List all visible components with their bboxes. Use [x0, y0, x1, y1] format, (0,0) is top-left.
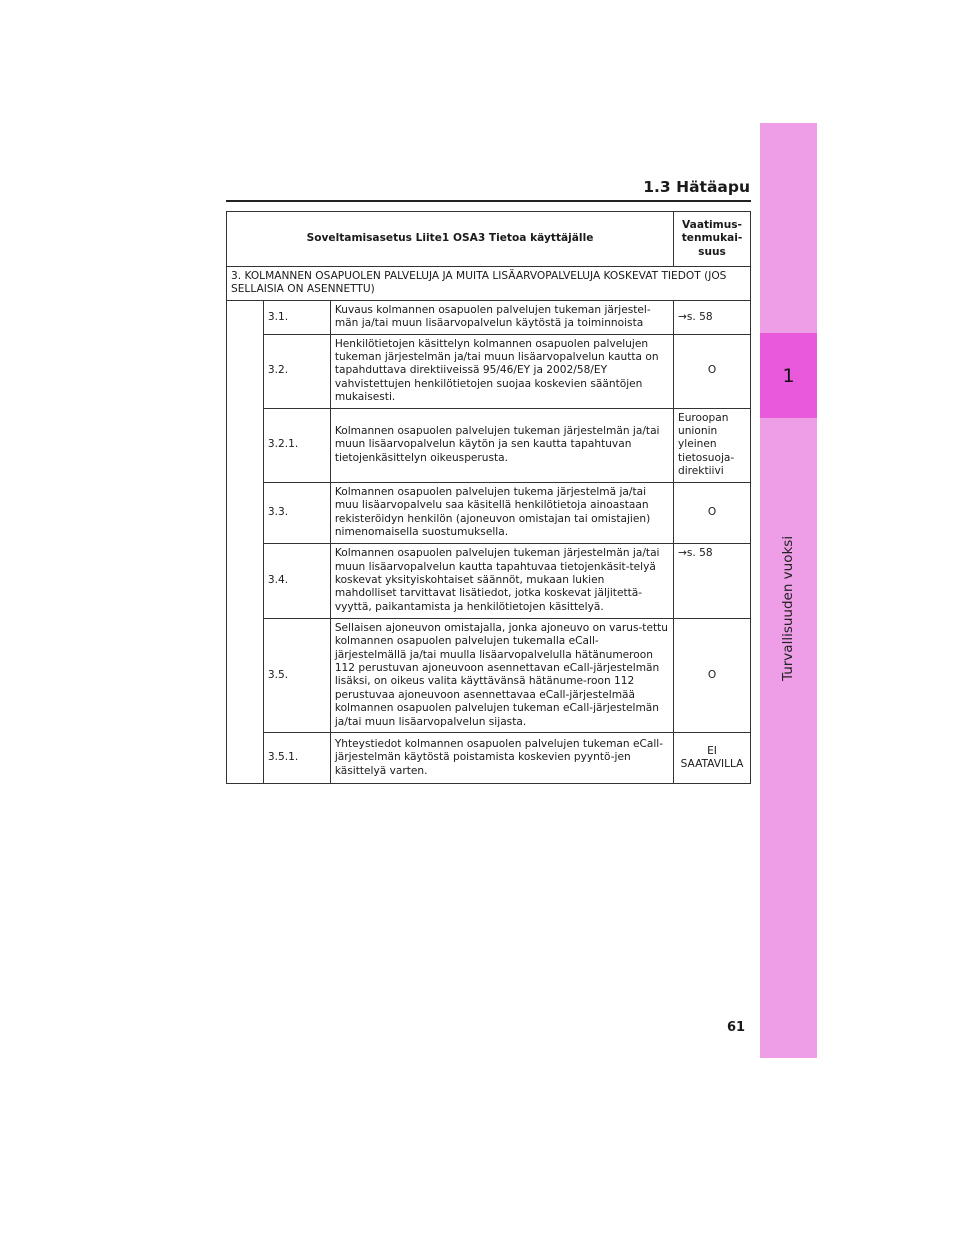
row-number: 3.2.1. — [263, 408, 330, 482]
chapter-side-tab — [760, 123, 817, 1058]
table-row — [227, 334, 751, 408]
row-compliance: EI SAATAVILLA — [674, 732, 751, 783]
row-text: Kolmannen osapuolen palvelujen tukeman järjestelmän ja/tai muun lisäarvopalvelun käytön ja sen kautta tapahtuvan tietojenkäsittelyn oikeusperusta. — [330, 408, 673, 482]
row-number: 3.5. — [263, 618, 330, 732]
row-number: 3.1. — [263, 300, 330, 334]
row-compliance: O — [674, 334, 751, 408]
row-compliance: O — [674, 482, 751, 543]
table-row — [227, 482, 751, 543]
row-text: Kuvaus kolmannen osapuolen palvelujen tukeman järjestel-män ja/tai muun lisäarvopalvelun käytöstä ja toiminnoista — [330, 300, 673, 334]
row-compliance: →s. 58 — [674, 543, 751, 618]
chapter-title: Turvallisuuden vuoksi — [780, 535, 796, 681]
chapter-number: 1 — [782, 364, 795, 387]
header-divider — [226, 200, 751, 202]
row-text: Sellaisen ajoneuvon omistajalla, jonka ajoneuvo on varus-tettu kolmannen osapuolen palvelujen tukemalla eCall-järjestelmällä ja/tai muulla lisäarvopalvelulla hätänumeroon 112 perustuvan ajoneuvoon asennettavan eCall-järjestelmän lisäksi, on oikeus valita käyttävänsä hätänume-roon 112 perustuvaa ajoneuvoon asennettavaa eCall-järjestelmää kolmannen osapuolen palvelujen tukeman eCall-järjestelmän ja/tai muun lisäarvopalvelun sijasta. — [330, 618, 673, 732]
row-number: 3.3. — [263, 482, 330, 543]
page-number: 61 — [727, 1020, 746, 1035]
section-title: 1.3 Hätäapu — [643, 178, 750, 196]
row-number: 3.5.1. — [263, 732, 330, 783]
row-compliance: →s. 58 — [674, 300, 751, 334]
table-section-row — [227, 267, 751, 301]
table-row — [227, 618, 751, 732]
row-number: 3.2. — [263, 334, 330, 408]
row-text: Kolmannen osapuolen palvelujen tukema järjestelmä ja/tai muu lisäarvopalvelu saa käsitellä henkilötietoja ainoastaan rekisteröidyn henkilön (ajoneuvon omistajan tai omistajien) nimenomaisella suostumuksella. — [330, 482, 673, 543]
row-compliance: O — [674, 618, 751, 732]
table-section-heading: 3. KOLMANNEN OSAPUOLEN PALVELUJA JA MUITA LISÄARVOPALVELUJA KOSKEVAT TIEDOT (JOS SELLAISIA ON ASENNETTU) — [227, 267, 751, 301]
table-header-row — [227, 212, 751, 267]
table-row — [227, 300, 751, 334]
chapter-number-box — [760, 333, 817, 418]
row-text: Henkilötietojen käsittelyn kolmannen osapuolen palvelujen tukeman järjestelmän ja/tai muun lisäarvopalvelun kautta on tapahduttava direktiiveissä 95/46/EY ja 2002/58/EY vahvistettujen henkilötietojen suojaa koskevien sääntöjen mukaisesti. — [330, 334, 673, 408]
row-number: 3.4. — [263, 543, 330, 618]
row-compliance: Euroopan unionin yleinen tietosuoja-direktiivi — [674, 408, 751, 482]
row-text: Yhteystiedot kolmannen osapuolen palvelujen tukeman eCall-järjestelmän käytöstä poistamista koskevien pyyntö-jen käsittelyä varten. — [330, 732, 673, 783]
table-row — [227, 408, 751, 482]
info-table — [226, 211, 751, 784]
table-row — [227, 732, 751, 783]
row-text: Kolmannen osapuolen palvelujen tukeman järjestelmän ja/tai muun lisäarvopalvelun kautta tapahtuvaa tietojenkäsit-telyä koskevat yksityiskohtaiset säännöt, mukaan lukien mahdolliset tarvittavat lisätiedot, jotka koskevat jäljitettä-vyyttä, paikantamista ja henkilötietojen käsittelyä. — [330, 543, 673, 618]
table-header-title: Soveltamisasetus Liite1 OSA3 Tietoa käyttäjälle — [227, 212, 674, 267]
table-row — [227, 543, 751, 618]
table-indent-cell — [227, 300, 264, 783]
table-header-compliance: Vaatimus-tenmukai-suus — [674, 212, 751, 267]
